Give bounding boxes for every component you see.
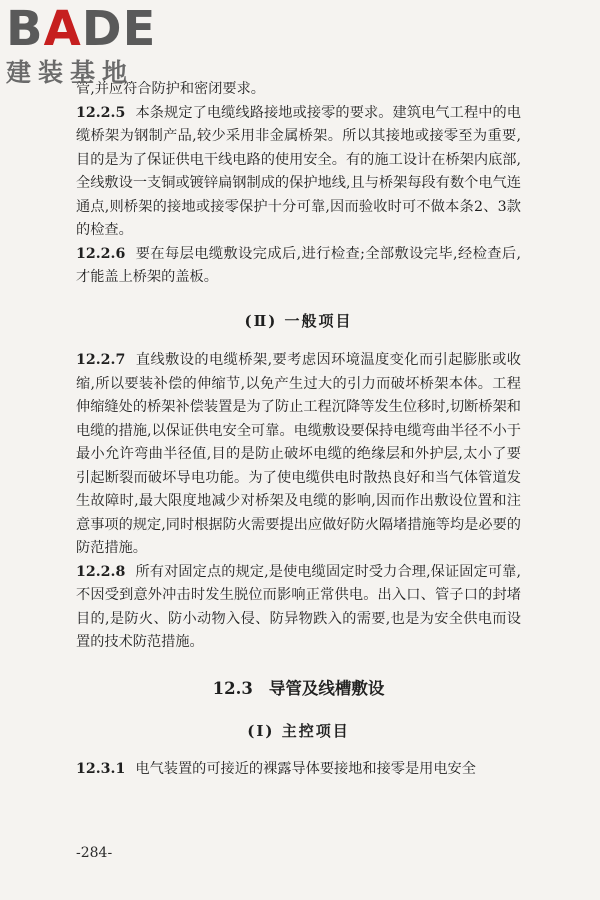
clause-12-2-5: 12.2.5 本条规定了电缆线路接地或接零的要求。建筑电气工程中的电缆桥架为钢制产品,较少采用非金属桥架。所以其接地或接零至为重要,目的是为了保证供电干线电路的使用安全。有的施工设计在桥架内底部,全线敷设一支铜或镀锌扁钢制成的保护地线,且与桥架每段有数个电气连通点,则桥架的接地或接零保护十分可靠,因而验收时可不做本条2、3款的检查。 (76, 104, 521, 238)
clause-number: 12.2.5 (76, 104, 126, 121)
page-number: -284- (76, 845, 113, 861)
heading-main-items: (Ⅰ) 主控项目 (247, 722, 350, 740)
clause-number: 12.2.6 (76, 245, 126, 262)
clause-number: 12.3.1 (76, 760, 126, 777)
page-body (76, 78, 521, 781)
clause-number: 12.2.7 (76, 352, 126, 368)
paragraph-continuation: 管,并应符合防护和密闭要求。 (76, 81, 265, 97)
heading-general-items: (Ⅱ) 一般项目 (244, 311, 353, 330)
section-number: 12.3 (212, 678, 253, 698)
watermark-subtitle: 建装基地 (6, 58, 135, 87)
clause-number: 12.2.8 (76, 563, 126, 580)
watermark-logo (6, 1, 157, 88)
clause-12-3-1: 12.3.1 电气装置的可接近的裸露导体要接地和接零是用电安全 (76, 760, 476, 777)
clause-12-2-8: 12.2.8 所有对固定点的规定,是使电缆固定时受力合理,保证固定可靠,不因受到意外冲击时发生脱位而影响正常供电。出入口、管子口的封堵目的,是防火、防小动物入侵、防异物跌入的需要,也是为安全供电而设置的技术防范措施。 (76, 563, 521, 650)
clause-12-2-6: 12.2.6 要在每层电缆敷设完成后,进行检查;全部敷设完毕,经检查后,才能盖上桥架的盖板。 (76, 245, 521, 285)
section-heading (76, 677, 521, 701)
section-title: 导管及线槽敷设 (268, 678, 385, 698)
clause-12-2-7: 12.2.7 直线敷设的电缆桥架,要考虑因环境温度变化而引起膨胀或收缩,所以要装补偿的伸缩节,以免产生过大的引力而破坏桥架本体。工程伸缩缝处的桥架补偿装置是为了防止工程沉降等发生位移时,切断桥架和电缆的措施,以保证供电安全可靠。电缆敷设要保持电缆弯曲半径不小于最小允许弯曲半径值,目的是防止破坏电缆的绝缘层和外护层,太小了要引起断裂而破坏导电功能。为了使电缆供电时散热良好和当气体管道发生故障时,最大限度地减少对桥架及电缆的影响,因而作出敷设位置和注意事项的规定,同时根据防火需要提出应做好防火隔堵措施等均是必要的防范措施。 (76, 352, 521, 556)
watermark-brand: BADE (6, 1, 157, 57)
